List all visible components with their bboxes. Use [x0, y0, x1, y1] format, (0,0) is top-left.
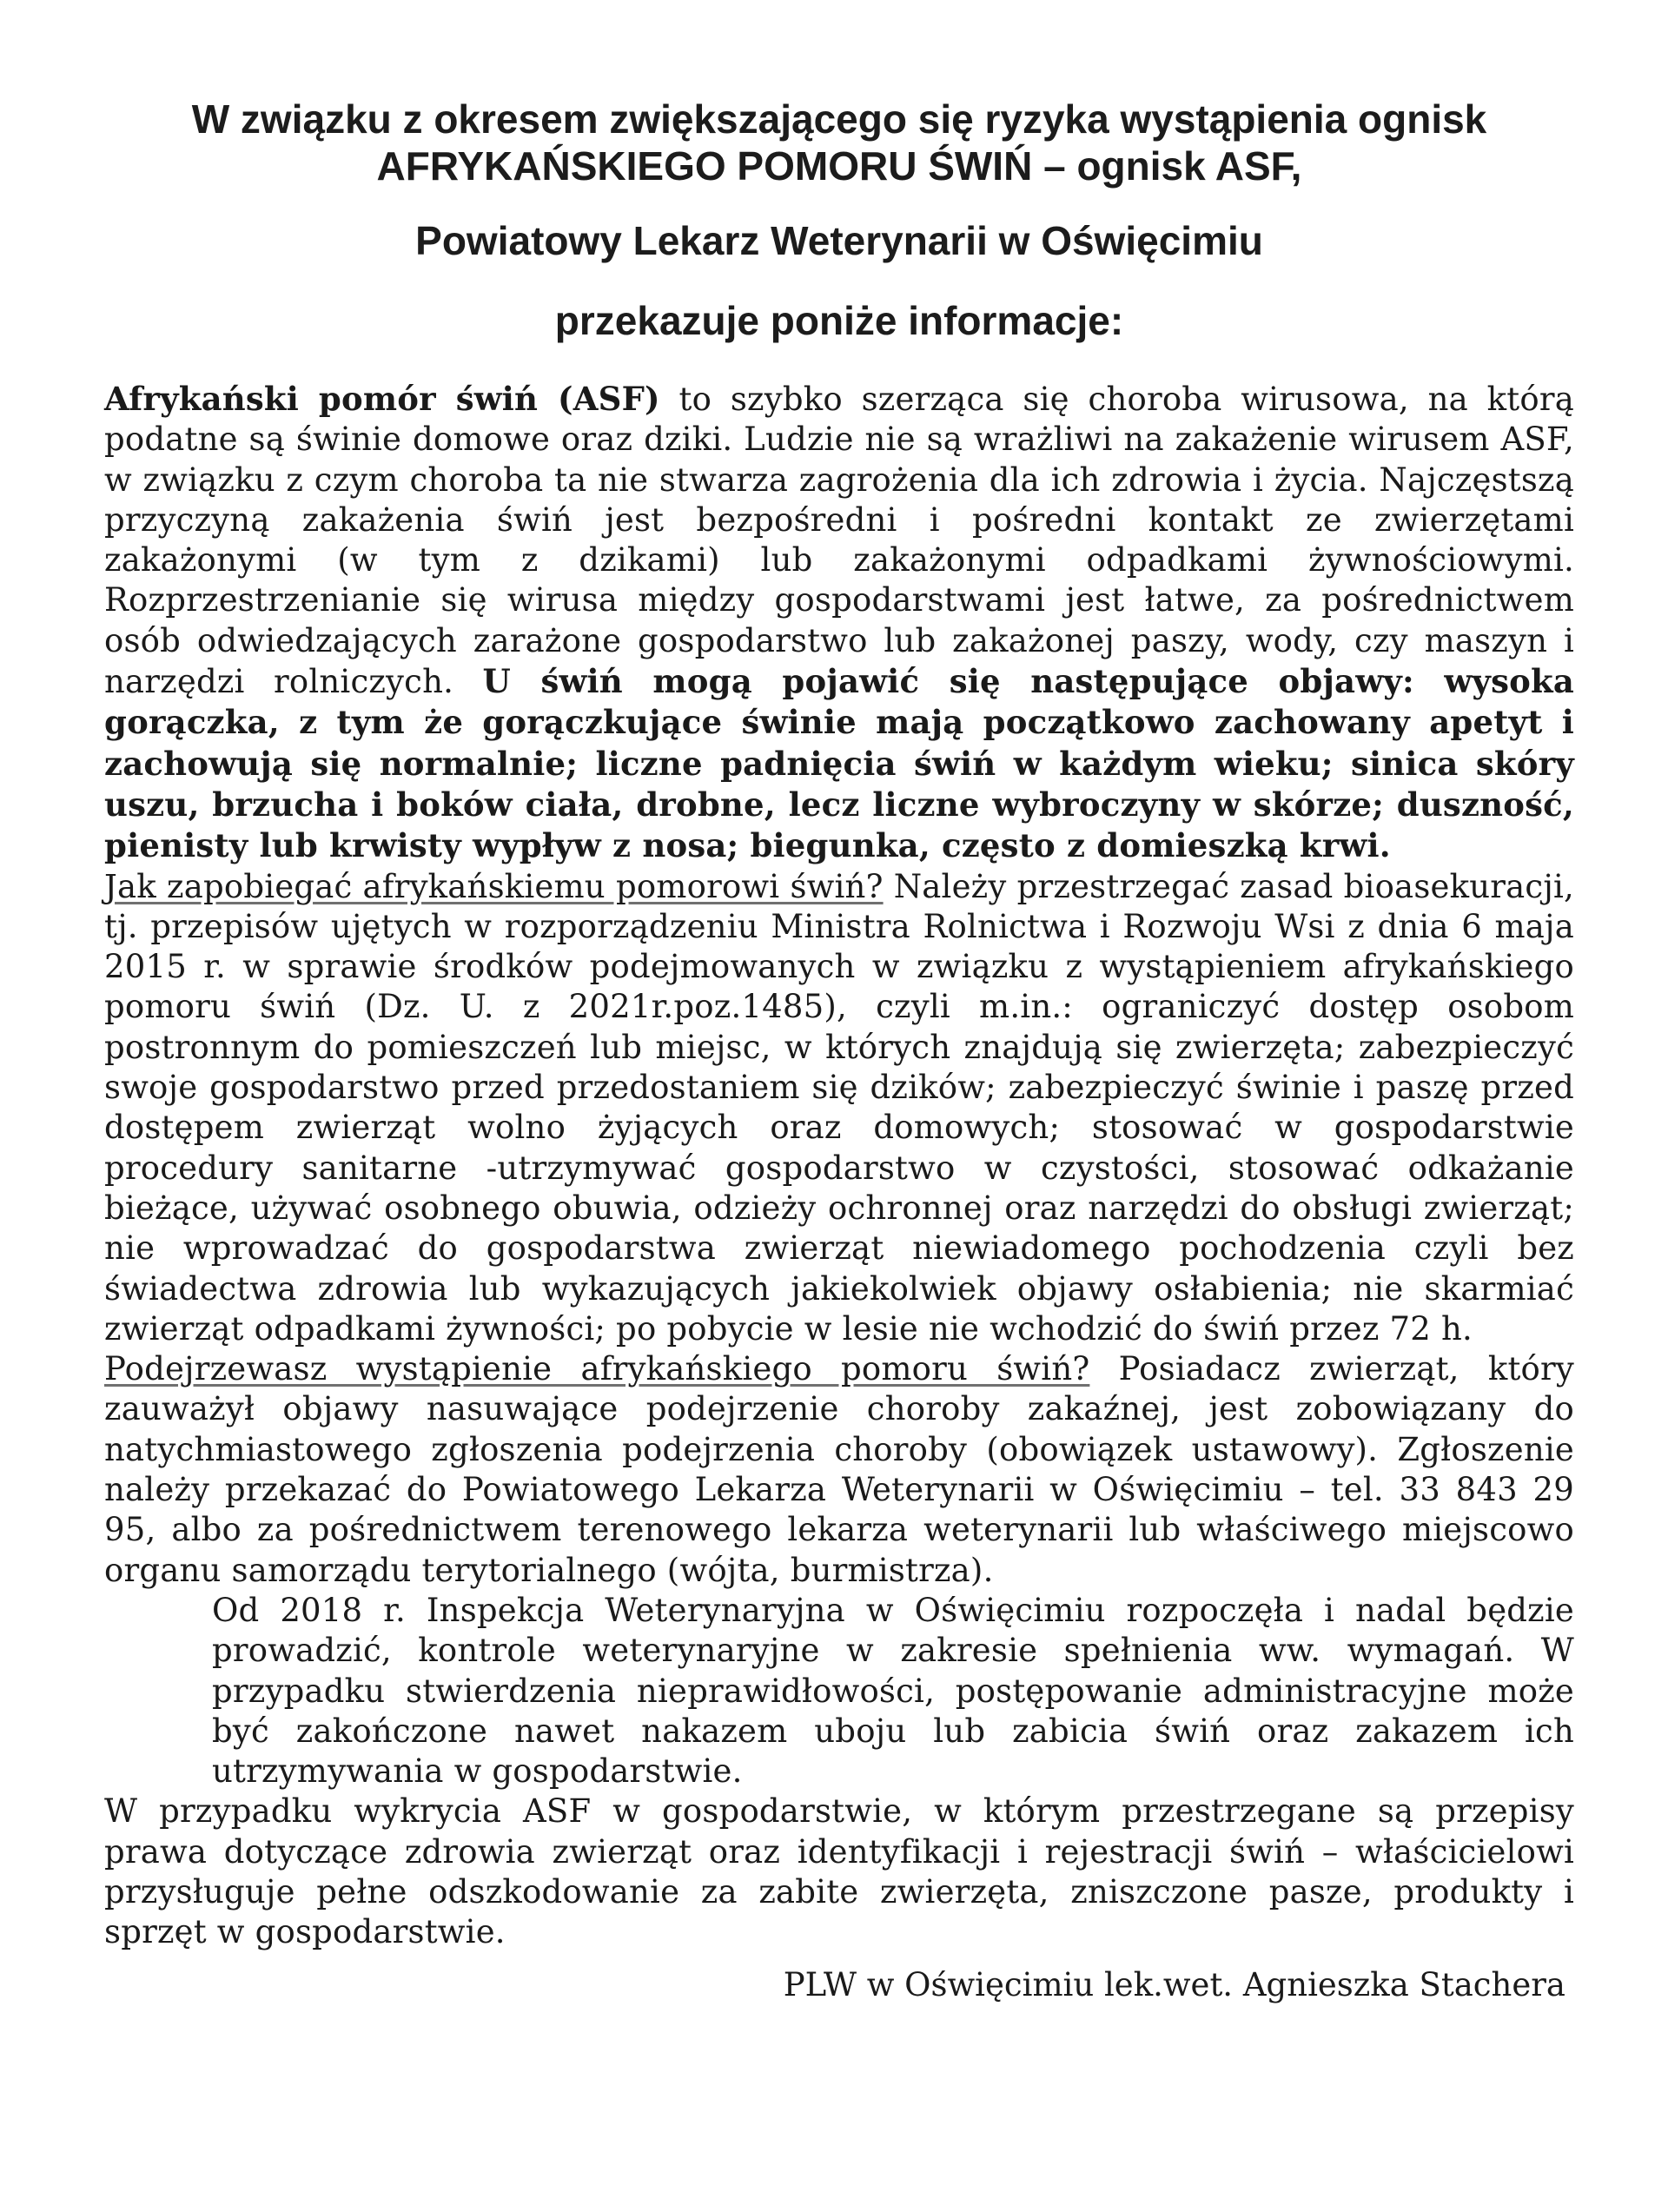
asf-intro: to szybko szerząca się choroba wirusowa, na którą podatne są świnie domowe oraz dziki. Ludzie nie są wrażliwi na zakażenie wirusem ASF, w związku z czym choroba ta nie stwarza zagrożenia dla ich zdrowia i życia. Najczęstszą przyczyną zakażenia świń jest bezpośredni i pośredni kontakt ze zwierzętami zakażonymi (w tym z dzikami) lub zakażonymi odpadkami żywnościowymi. Rozprzestrzenianie się wirusa między gospodarstwami jest łatwe, za pośrednictwem osób odwiedzających zarażone gospodarstwo lub zakażonej paszy, wody, czy maszyn i narzędzi rolniczych.	[104, 381, 1574, 701]
document-header	[104, 96, 1574, 344]
prevention-question: Jak zapobiegać afrykańskiemu pomorowi świń?	[104, 867, 884, 905]
paragraph-asf-description	[104, 379, 1574, 867]
suspicion-question: Podejrzewasz wystąpienie afrykańskiego pomoru świń?	[104, 1350, 1090, 1388]
document-body	[104, 379, 1574, 1953]
paragraph-compensation: W przypadku wykrycia ASF w gospodarstwie, w którym przestrzegane są przepisy prawa dotyczące zdrowia zwierząt oraz identyfikacji i rejestracji świń – właścicielowi przysługuje pełne odszkodowanie za zabite zwierzęta, zniszczone pasze, produkty i sprzęt w gospodarstwie.	[104, 1792, 1574, 1951]
signature: PLW w Oświęcimiu lek.wet. Agnieszka Stachera	[783, 1965, 1565, 2003]
header-line-3: Powiatowy Lekarz Weterynarii w Oświęcimiu	[415, 218, 1263, 263]
header-line-2: AFRYKAŃSKIEGO POMORU ŚWIŃ – ognisk ASF,	[376, 143, 1302, 189]
header-line-4: przekazuje poniże informacje:	[554, 298, 1124, 343]
paragraph-suspicion	[104, 1349, 1574, 1591]
suspicion-text: Posiadacz zwierząt, który zauważył objawy nasuwające podejrzenie choroby zakaźnej, jest zobowiązany do natychmiastowego zgłoszenia podejrzenia choroby (obowiązek ustawowy). Zgłoszenie należy przekazać do Powiatowego Lekarza Weterynarii w Oświęcimiu – tel. 33 843 29 95, albo za pośrednictwem terenowego lekarza weterynarii lub właściwego miejscowo organu samorządu terytorialnego (wójta, burmistrza).	[104, 1350, 1574, 1589]
asf-symptoms: U świń mogą pojawić się następujące objawy: wysoka gorączka, z tym że gorączkujące świnie mają początkowo zachowany apetyt i zachowują się normalnie; liczne padnięcia świń w każdym wieku; sinica skóry uszu, brzucha i boków ciała, drobne, lecz liczne wybroczyny w skórze; duszność, pienisty lub krwisty wypływ z nosa; biegunka, często z domieszką krwi.	[104, 662, 1575, 865]
paragraph-prevention	[104, 867, 1574, 1350]
header-line-1: W związku z okresem zwiększającego się ryzyka wystąpienia ognisk	[191, 96, 1487, 142]
paragraph-inspections: Od 2018 r. Inspekcja Weterynaryjna w Oświęcimiu rozpoczęła i nadal będzie prowadzić, kontrole weterynaryjne w zakresie spełnienia ww. wymagań. W przypadku stwierdzenia nieprawidłowości, postępowanie administracyjne może być zakończone nawet nakazem uboju lub zabicia świń oraz zakazem ich utrzymywania w gospodarstwie.	[212, 1591, 1574, 1791]
asf-term: Afrykański pomór świń (ASF)	[104, 380, 660, 418]
prevention-text: Należy przestrzegać zasad bioasekuracji, tj. przepisów ujętych w rozporządzeniu Ministra Rolnictwa i Rozwoju Wsi z dnia 6 maja 2015 r. w sprawie środków podejmowanych w związku z wystąpieniem afrykańskiego pomoru świń (Dz. U. z 2021r.poz.1485), czyli m.in.: ograniczyć dostęp osobom postronnym do pomieszczeń lub miejsc, w których znajdują się zwierzęta; zabezpieczyć swoje gospodarstwo przed przedostaniem się dzików; zabezpieczyć świnie i paszę przed dostępem zwierząt wolno żyjących oraz domowych; stosować w gospodarstwie procedury sanitarne -utrzymywać gospodarstwo w czystości, stosować odkażanie bieżące, używać osobnego obuwia, odzieży ochronnej oraz narzędzi do obsługi zwierząt; nie wprowadzać do gospodarstwa zwierząt niewiadomego pochodzenia czyli bez świadectwa zdrowia lub wykazujących jakiekolwiek objawy osłabienia; nie skarmiać zwierząt odpadkami żywności; po pobycie w lesie nie wchodzić do świń przez 72 h.	[104, 867, 1574, 1348]
